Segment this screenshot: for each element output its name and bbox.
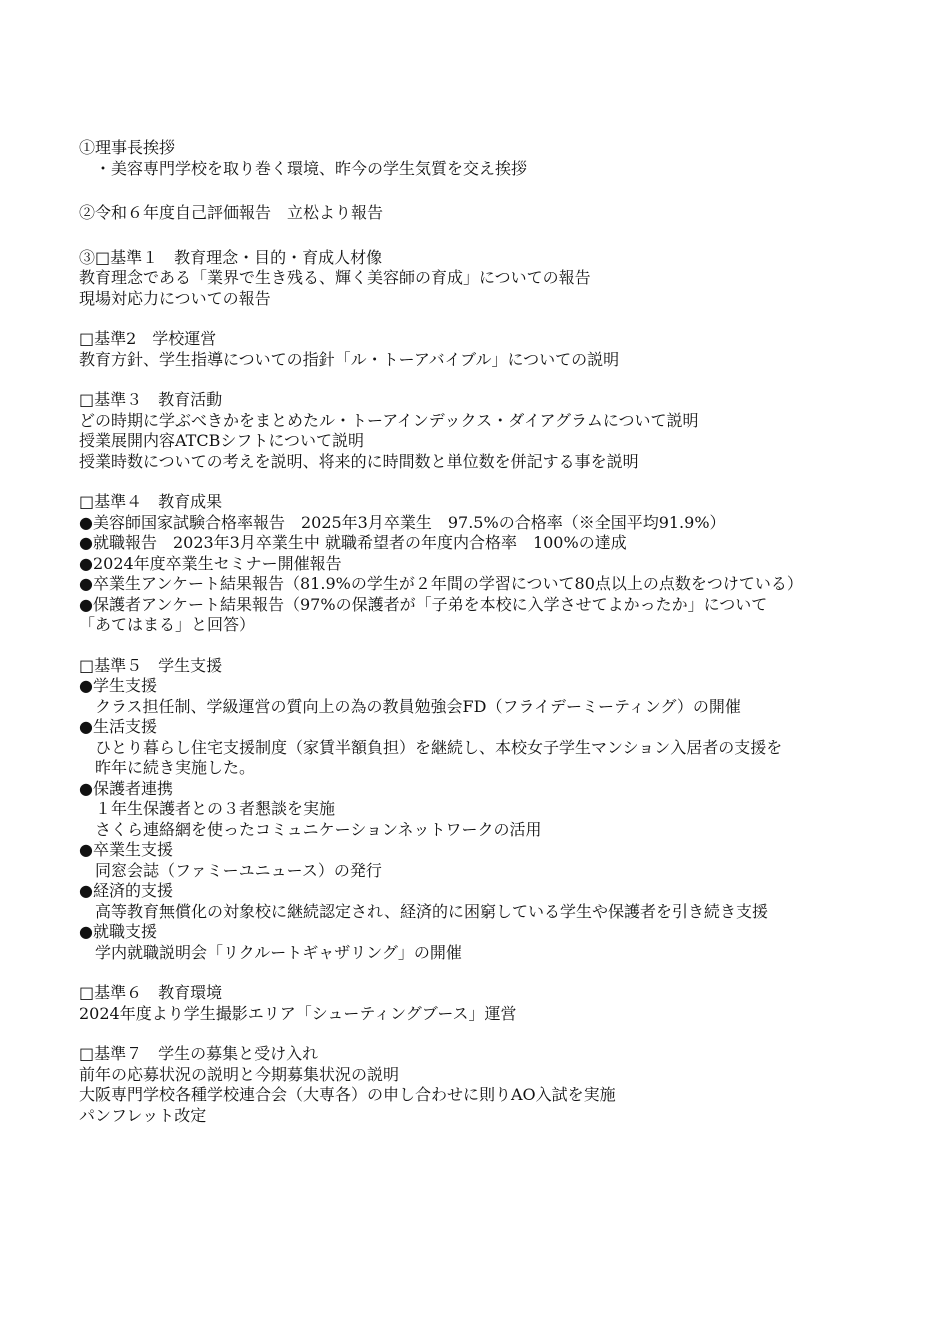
- section-line: 授業時数についての考えを説明、将来的に時間数と単位数を併記する事を説明: [79, 451, 639, 471]
- support-group-line: １年生保護者との３者懇談を実施: [95, 799, 336, 818]
- support-group-line: ひとり暮らし住宅支援制度（家賃半額負担）を継続し、本校女子学生マンション入居者の支援を: [95, 737, 783, 757]
- support-group-title: ●経済的支援: [79, 881, 173, 900]
- section-heading: ③□基準１ 教育理念・目的・育成人材像: [79, 247, 383, 267]
- section-line: どの時期に学ぶべきかをまとめたル・トーアインデックス・ダイアグラムについて説明: [79, 410, 699, 430]
- section-standard-1: [79, 248, 929, 310]
- section-heading: ①理事長挨拶: [79, 138, 176, 157]
- section-standard-3: [79, 390, 929, 472]
- section-line: パンフレット改定: [79, 1105, 207, 1125]
- section-line: 前年の応募状況の説明と今期募集状況の説明: [79, 1064, 400, 1084]
- section-line: 授業展開内容ATCBシフトについて説明: [79, 431, 365, 450]
- section-chairman-greeting: [79, 138, 929, 179]
- section-standard-7: [79, 1044, 929, 1126]
- support-group-title: ●生活支援: [79, 717, 157, 736]
- support-group-line: 学内就職説明会「リクルートギャザリング」の開催: [95, 942, 462, 962]
- section-heading: □基準2 学校運営: [79, 329, 217, 348]
- support-group-line: 高等教育無償化の対象校に継続認定され、経済的に困窮している学生や保護者を引き続き支援: [95, 901, 768, 921]
- section-heading: □基準５ 学生支援: [79, 655, 223, 675]
- section-line: 現場対応力についての報告: [79, 288, 271, 308]
- section-heading: □基準４ 教育成果: [79, 492, 223, 511]
- section-line: 大阪専門学校各種学校連合会（大専各）の申し合わせに則りAO入試を実施: [79, 1085, 616, 1104]
- section-standard-6: [79, 983, 929, 1024]
- support-group-title: ●卒業生支援: [79, 840, 173, 859]
- list-item: ●2024年度卒業生セミナー開催報告: [79, 553, 342, 573]
- section-standard-4: [79, 492, 929, 636]
- section-line: 2024年度より学生撮影エリア「シューティングブース」運営: [79, 1003, 517, 1023]
- support-group-title: ●保護者連携: [79, 778, 173, 798]
- section-heading: □基準３ 教育活動: [79, 390, 223, 409]
- section-self-evaluation: [79, 203, 929, 224]
- support-group-line: 同窓会誌（ファミーユニュース）の発行: [95, 860, 382, 880]
- support-group-title: ●学生支援: [79, 676, 157, 695]
- section-heading: □基準７ 学生の募集と受け入れ: [79, 1044, 319, 1063]
- list-item-continuation: 「あてはまる」と回答）: [79, 615, 256, 634]
- section-line: 教育方針、学生指導についての指針「ル・トーアバイブル」についての説明: [79, 349, 620, 369]
- list-item: ●美容師国家試験合格率報告 2025年3月卒業生 97.5%の合格率（※全国平均91.9%）: [79, 512, 726, 532]
- list-item: ●保護者アンケート結果報告（97%の保護者が「子弟を本校に入学させてよかったか」について: [79, 594, 768, 614]
- section-standard-5: [79, 656, 929, 964]
- section-line: 教育理念である「業界で生き残る、輝く美容師の育成」についての報告: [79, 268, 591, 287]
- section-line: ・美容専門学校を取り巻く環境、昨今の学生気質を交え挨拶: [95, 158, 528, 178]
- support-group-title: ●就職支援: [79, 922, 157, 941]
- section-heading: ②令和６年度自己評価報告 立松より報告: [79, 203, 384, 222]
- support-group-line: さくら連絡網を使ったコミュニケーションネットワークの活用: [95, 819, 542, 839]
- section-standard-2: [79, 329, 929, 370]
- document-body: [79, 138, 929, 1126]
- section-heading: □基準６ 教育環境: [79, 983, 223, 1002]
- list-item: ●卒業生アンケート結果報告（81.9%の学生が２年間の学習について80点以上の点数をつけている）: [79, 574, 803, 593]
- list-item: ●就職報告 2023年3月卒業生中 就職希望者の年度内合格率 100%の達成: [79, 533, 627, 552]
- support-group-line: 昨年に続き実施した。: [95, 758, 256, 777]
- support-group-line: クラス担任制、学級運営の質向上の為の教員勉強会FD（フライデーミーティング）の開催: [95, 696, 741, 716]
